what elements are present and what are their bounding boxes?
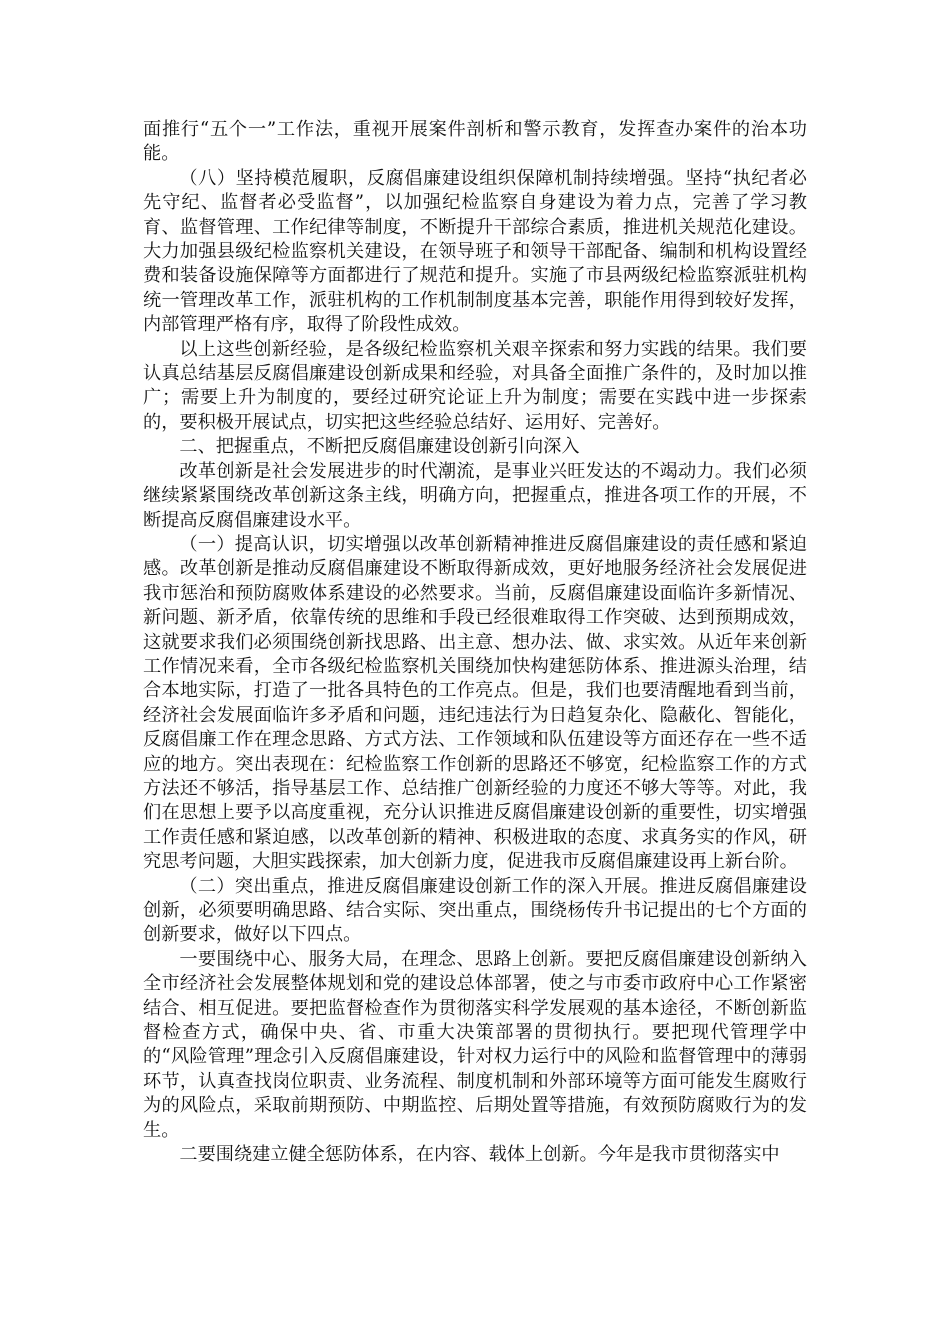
paragraph-6: （二）突出重点，推进反腐倡廉建设创新工作的深入开展。推进反腐倡廉建设创新，必须要明确思路、结合实际、突出重点，围绕杨传升书记提出的七个方面的创新要求，做好以下四点。	[143, 875, 807, 946]
paragraph-1: 面推行“五个一”工作法，重视开展案件剖析和警示教育，发挥查办案件的治本功能。	[143, 119, 807, 165]
paragraph-3: 以上这些创新经验，是各级纪检监察机关艰辛探索和努力实践的结果。我们要认真总结基层反腐倡廉建设创新成果和经验，对具备全面推广条件的，及时加以推广；需要上升为制度的，要经过研究论证上升为制度；需要在实践中进一步探索的，要积极开展试点，切实把这些经验总结好、运用好、完善好。	[143, 338, 807, 433]
section-heading: 二、把握重点，不断把反腐倡廉建设创新引向深入	[179, 436, 580, 458]
paragraph-5: （一）提高认识，切实增强以改革创新精神推进反腐倡廉建设的责任感和紧迫感。改革创新是推动反腐倡廉建设不断取得新成效，更好地服务经济社会发展促进我市惩治和预防腐败体系建设的必然要求。当前，反腐倡廉建设面临许多新情况、新问题、新矛盾，依靠传统的思维和手段已经很难取得工作突破、达到预期成效，这就要求我们必须围绕创新找思路、出主意、想办法、做、求实效。从近年来创新工作情况来看，全市各级纪检监察机关围绕加快构建惩防体系、推进源头治理，结合本地实际，打造了一批各具特色的工作亮点。但是，我们也要清醒地看到当前，经济社会发展面临许多矛盾和问题，违纪违法行为日趋复杂化、隐蔽化、智能化，反腐倡廉工作在理念思路、方式方法、工作领域和队伍建设等方面还存在一些不适应的地方。突出表现在：纪检监察工作创新的思路还不够宽，纪检监察工作的方式方法还不够活，指导基层工作、总结推广创新经验的力度还不够大等等。对此，我们在思想上要予以高度重视，充分认识推进反腐倡廉建设创新的重要性，切实增强工作责任感和紧迫感，以改革创新的精神、积极进取的态度、求真务实的作风，研究思考问题，大胆实践探索，加大创新力度，促进我市反腐倡廉建设再上新台阶。	[143, 533, 807, 873]
document-body	[143, 118, 807, 1167]
paragraph-8: 二要围绕建立健全惩防体系，在内容、载体上创新。今年是我市贯彻落实中	[179, 1144, 780, 1166]
paragraph-7: 一要围绕中心、服务大局，在理念、思路上创新。要把反腐倡廉建设创新纳入全市经济社会发展整体规划和党的建设总体部署，使之与市委市政府中心工作紧密结合、相互促进。要把监督检查作为贯彻落实科学发展观的基本途径，不断创新监督检查方式，确保中央、省、市重大决策部署的贯彻执行。要把现代管理学中的“风险管理”理念引入反腐倡廉建设，针对权力运行中的风险和监督管理中的薄弱环节，认真查找岗位职责、业务流程、制度机制和外部环境等方面可能发生腐败行为的风险点，采取前期预防、中期监控、后期处置等措施，有效预防腐败行为的发生。	[143, 948, 807, 1141]
paragraph-4: 改革创新是社会发展进步的时代潮流，是事业兴旺发达的不竭动力。我们必须继续紧紧围绕改革创新这条主线，明确方向，把握重点，推进各项工作的开展，不断提高反腐倡廉建设水平。	[143, 460, 807, 531]
paragraph-2: （八）坚持模范履职，反腐倡廉建设组织保障机制持续增强。坚持“执纪者必先守纪、监督者必受监督”，以加强纪检监察自身建设为着力点，完善了学习教育、监督管理、工作纪律等制度，不断提升干部综合素质，推进机关规范化建设。大力加强县级纪检监察机关建设，在领导班子和领导干部配备、编制和机构设置经费和装备设施保障等方面都进行了规范和提升。实施了市县两级纪检监察派驻机构统一管理改革工作，派驻机构的工作机制制度基本完善，职能作用得到较好发挥，内部管理严格有序，取得了阶段性成效。	[143, 167, 807, 336]
